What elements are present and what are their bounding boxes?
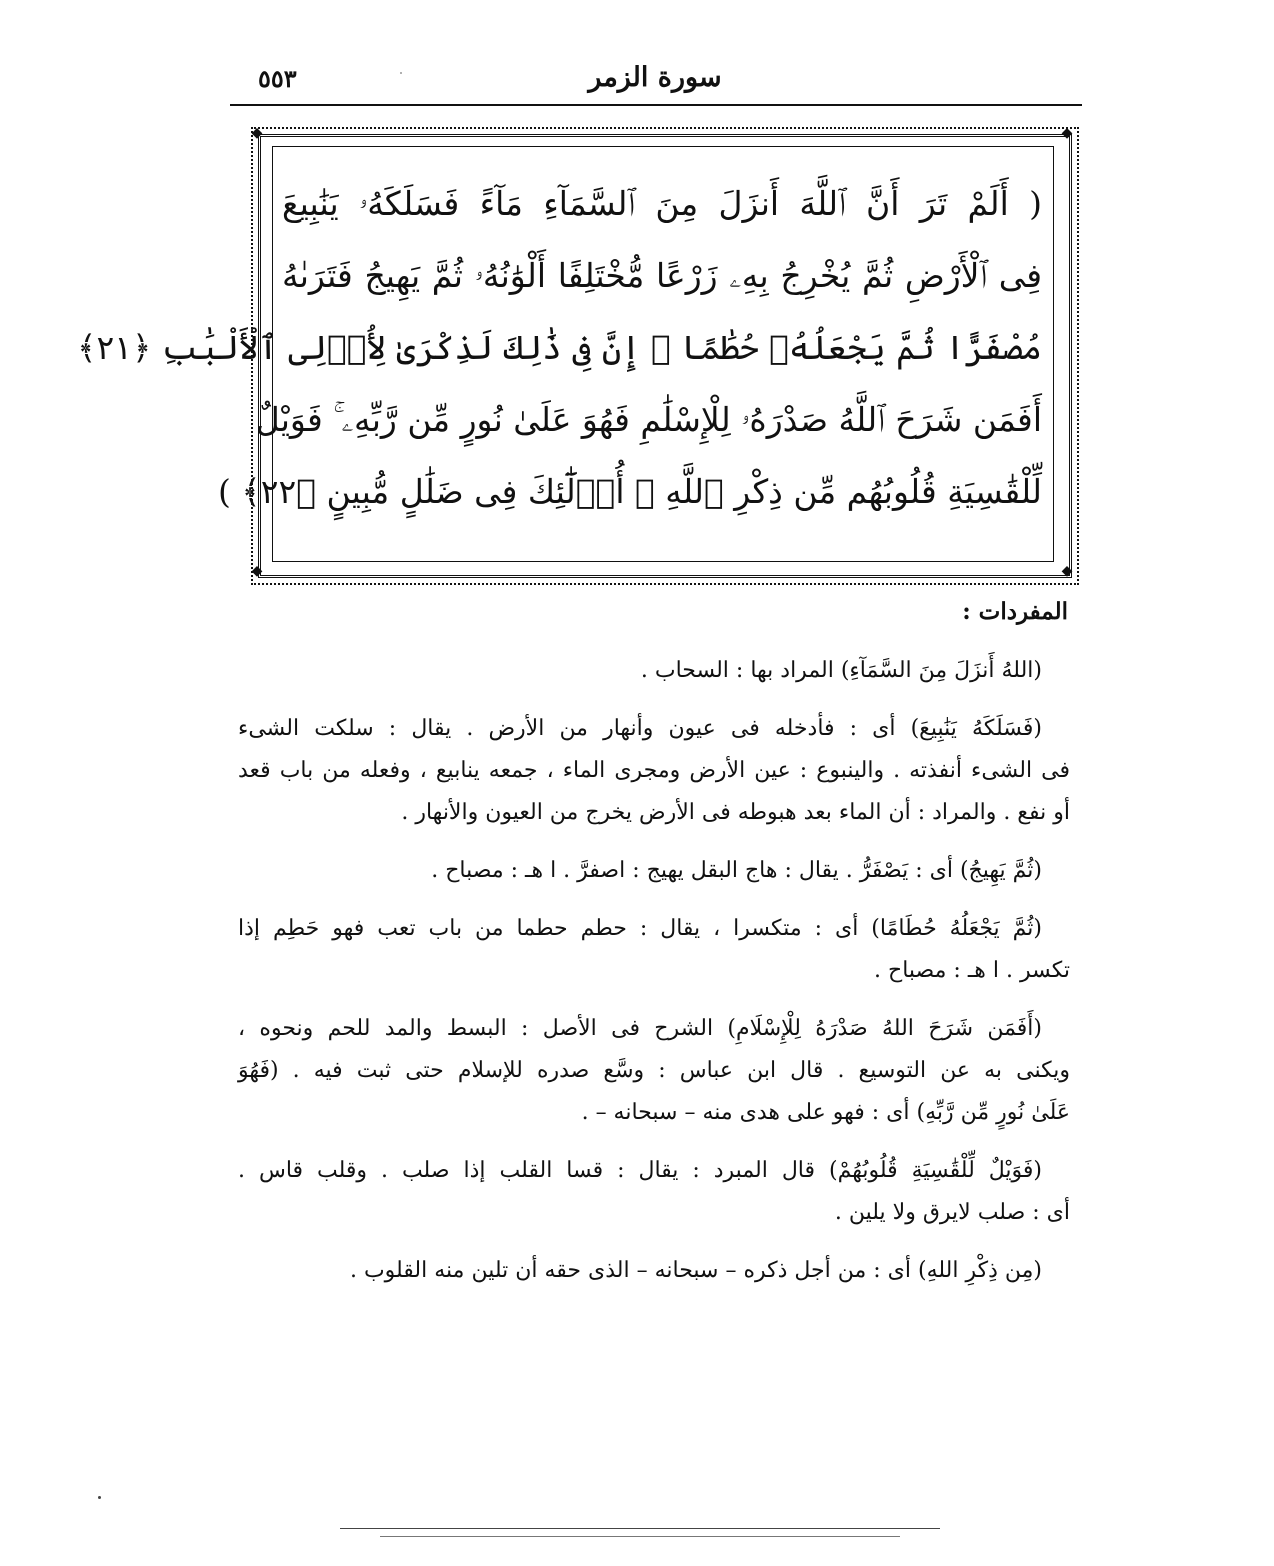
vocabulary-entry	[238, 708, 1070, 834]
entry-line: (فَسَلَكَهُ يَنَٰبِيعَ) أى : فأدخله فى عيون وأنهار من الأرض . يقال : سلكت الشىء	[238, 716, 1042, 741]
vocabulary-entry	[238, 850, 1070, 892]
entry-line: أو نفع . والمراد : أن الماء بعد هبوطه فى الأرض يخرج من العيون والأنهار .	[401, 800, 1070, 825]
entry-line: (ثُمَّ يَجْعَلُهُ حُطَامًا) أى : متكسرا ، يقال : حطم حطما من باب تعب فهو حَطِم إذا	[238, 916, 1042, 941]
entry-line: (مِن ذِكْرِ اللهِ) أى : من أجل ذكره – سبحانه – الذى حقه أن تلين منه القلوب .	[349, 1258, 1042, 1283]
verse-line: مُصْفَرًّا ثُمَّ يَجْعَلُهُۥ حُطَٰمًا ۚ إِنَّ فِى ذَٰلِكَ لَذِكْرَىٰ لِأُو۟لِى ٱلْأَلْبَٰبِ ﴿٢١﴾	[77, 328, 1042, 367]
vocabulary-entry	[238, 1150, 1070, 1234]
vocabulary-entry	[238, 1250, 1070, 1292]
header-rule	[230, 104, 1082, 106]
vocabulary-section	[238, 650, 1070, 1308]
scan-speck	[400, 72, 402, 74]
vocabulary-heading: المفردات :	[962, 598, 1068, 625]
entry-line: (فَوَيْلٌ لِّلْقَٰسِيَةِ قُلُوبُهُمْ) قال المبرد : يقال : قسا القلب إذا صلب . وقلب قاس .	[238, 1158, 1042, 1183]
vocabulary-entry	[238, 1008, 1070, 1134]
vocabulary-entry	[238, 908, 1070, 992]
footer-rule	[380, 1536, 900, 1537]
entry-line: تكسر . ا هـ : مصباح .	[874, 958, 1070, 983]
entry-line: (ثُمَّ يَهِيجُ) أى : يَصْفَرُّ . يقال : هاج البقل يهيج : اصفرَّ . ا هـ : مصباح .	[431, 858, 1042, 883]
page-number: ٥٥٣	[258, 64, 297, 93]
quran-verses	[77, 168, 1042, 528]
verse-line: ( أَلَمْ تَرَ أَنَّ ٱللَّهَ أَنزَلَ مِنَ ٱلسَّمَآءِ مَآءً فَسَلَكَهُۥ يَنَٰبِيعَ	[282, 184, 1042, 223]
frame-corner-ornament: ◆	[251, 563, 263, 579]
verse-line: لِّلْقَٰسِيَةِ قُلُوبُهُم مِّن ذِكْرِ ٱللَّهِ ۚ أُو۟لَٰٓئِكَ فِى ضَلَٰلٍ مُّبِينٍ ﴿٢٢﴾ )	[218, 472, 1042, 511]
page-header	[230, 62, 1080, 104]
frame-corner-ornament: ◆	[1061, 125, 1073, 141]
vocabulary-entry	[238, 650, 1070, 692]
surah-title: سورة الزمر	[588, 62, 722, 93]
scan-speck	[98, 1496, 101, 1499]
entry-line: عَلَىٰ نُورٍ مِّن رَّبِّهِ) أى : فهو على هدى منه – سبحانه – .	[581, 1100, 1070, 1125]
entry-line: ويكنى به عن التوسيع . قال ابن عباس : وسَّع صدره للإسلام حتى ثبت فيه . (فَهُوَ	[238, 1058, 1070, 1083]
entry-line: فى الشىء أنفذته . والينبوع : عين الأرض ومجرى الماء ، جمعه ينابيع ، وفعله من باب قعد	[238, 758, 1070, 783]
entry-line: أى : صلب لايرق ولا يلين .	[834, 1200, 1070, 1225]
verse-line: أَفَمَن شَرَحَ ٱللَّهُ صَدْرَهُۥ لِلْإِسْلَٰمِ فَهُوَ عَلَىٰ نُورٍ مِّن رَّبِّهِۦ ۚ فَوَيْلٌ	[255, 400, 1042, 439]
verse-line: فِى ٱلْأَرْضِ ثُمَّ يُخْرِجُ بِهِۦ زَرْعًا مُّخْتَلِفًا أَلْوَٰنُهُۥ ثُمَّ يَهِيجُ فَتَرَىٰهُ	[282, 256, 1042, 295]
frame-corner-ornament: ◆	[1061, 563, 1073, 579]
entry-line: (أَفَمَن شَرَحَ اللهُ صَدْرَهُ لِلْإِسْلَامِ) الشرح فى الأصل : البسط والمد للحم ونحوه ،	[238, 1016, 1042, 1041]
footer-rule	[340, 1528, 940, 1529]
frame-corner-ornament: ◆	[251, 125, 263, 141]
entry-line: (اللهُ أَنزَلَ مِنَ السَّمَآءِ) المراد بها : السحاب .	[640, 658, 1042, 683]
